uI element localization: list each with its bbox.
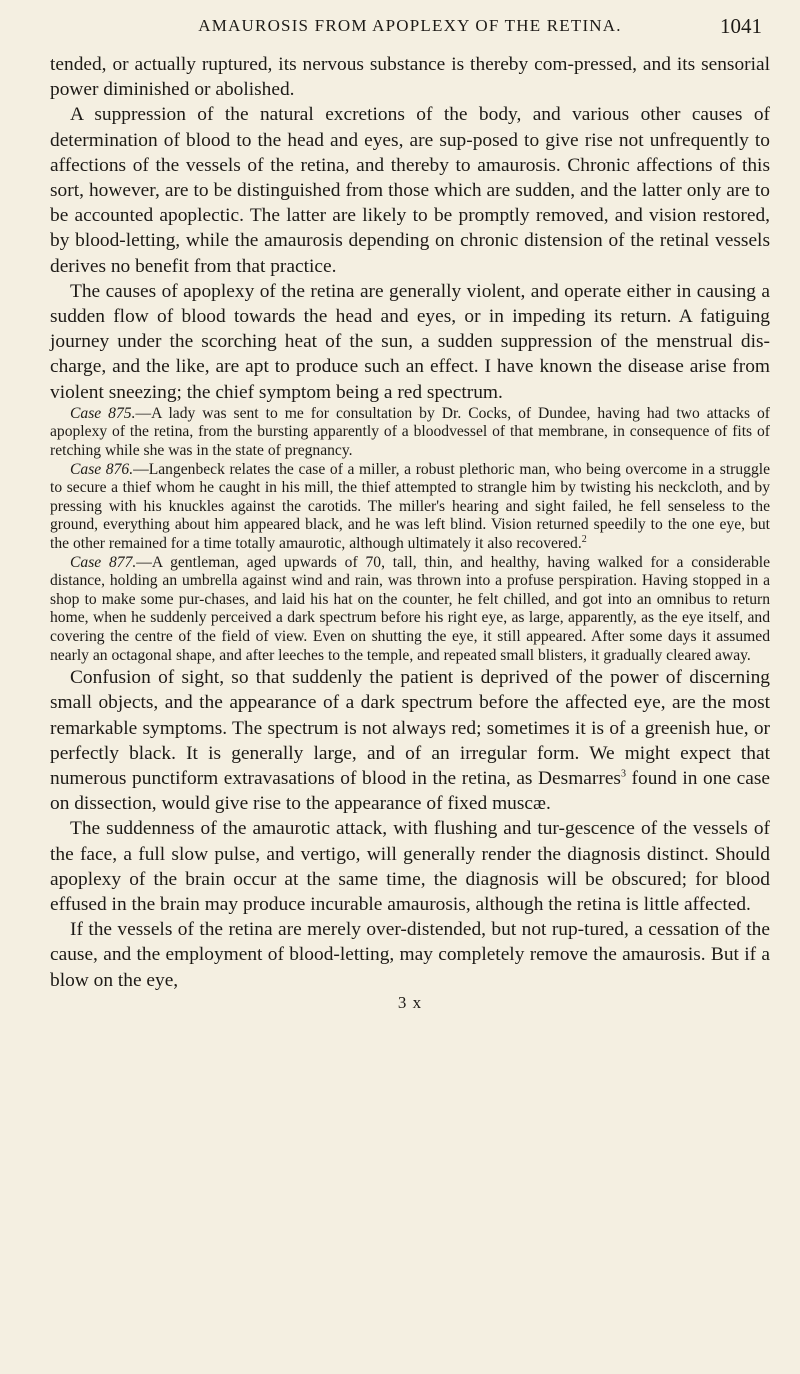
page-header — [50, 14, 770, 42]
case-text: —Langenbeck relates the case of a miller, a robust plethoric man, who being overcome in a struggle to secure a thief whom he caught in his mill, the thief attempted to strangle him by twisting his neckcloth, and by pressing with his knuckles against the carotids. The miller's hearing and sight failed, he fell senseless to the ground, everything about him appeared black, and he was left blind. Vision returned speedily to the one eye, but the other remained for a time totally amaurotic, although ultimately it also recovered. — [50, 460, 770, 552]
footnote-ref: 2 — [581, 533, 587, 545]
case-text: —A gentleman, aged upwards of 70, tall, thin, and healthy, having walked for a considerable distance, holding an umbrella against wind and rain, was thrown into a profuse perspiration. Having stopped in a shop to make some pur-chases, and laid his hat on the counter, he felt chilled, and got into an omnibus to return home, when he suddenly perceived a dark spectrum before his right eye, as large, apparently, as the eye itself, and covering the centre of the field of view. Even on shutting the eye, it still appeared. After some days it assumed nearly an octagonal shape, and after leeches to the temple, and repeated small blisters, it gradually cleared away. — [50, 553, 770, 664]
case-875 — [50, 405, 770, 461]
paragraph: The causes of apoplexy of the retina are generally violent, and operate either in causing a sudden flow of blood towards the head and eyes, or in impeding its return. A fatiguing journey under the scorching heat of the sun, a sudden suppression of the menstrual dis-charge, and the like, are apt to produce such an effect. I have known the disease arise from violent sneezing; the chief symptom being a red spectrum. — [50, 280, 770, 403]
paragraph-text: found in one case on dissection, would give rise to the appearance of fixed muscæ. — [50, 767, 770, 815]
signature-mark: 3 x — [397, 992, 423, 1012]
paragraph: If the vessels of the retina are merely over-distended, but not rup-tured, a cessation of the cause, and the employment of blood-letting, may completely remove the amaurosis. But if a blow on the eye, — [50, 919, 770, 991]
case-label: Case 875. — [70, 404, 136, 422]
paragraph-text: Confusion of sight, so that suddenly the patient is deprived of the power of discerning small objects, and the appearance of a dark spectrum before the affected eye, are the most remarkable symptoms. The spectrum is not always red; sometimes it is of a greenish hue, or perfectly black. It is generally large, and of an irregular form. We might expect that numerous punctiform extravasations of blood in the retina, as Desmarres — [50, 667, 770, 789]
case-label: Case 876. — [70, 460, 134, 478]
paragraph: The suddenness of the amaurotic attack, with flushing and tur-gescence of the vessels of the face, a full slow pulse, and vertigo, will generally render the diagnosis distinct. Should apoplexy of the brain occur at the same time, the diagnosis will be obscured; for blood effused in the brain may produce incurable amaurosis, although the retina is little affected. — [50, 818, 770, 915]
paragraph: A suppression of the natural excretions of the body, and various other causes of determination of blood to the head and eyes, are sup-posed to give rise not unfrequently to affections of the vessels of the retina, and thereby to amaurosis. Chronic affections of this sort, however, are to be distinguished from those which are sudden, and the latter only are to be accounted apoplectic. The latter are likely to be promptly removed, and vision restored, by blood-letting, while the amaurosis depending on chronic distension of the retinal vessels derives no benefit from that practice. — [50, 104, 770, 277]
case-text: —A lady was sent to me for consultation by Dr. Cocks, of Dundee, having had two attacks of apoplexy of the retina, from the bursting apparently of a bloodvessel of that membrane, in consequence of fits of retching while she was in the state of pregnancy. — [50, 404, 770, 460]
page-number: 1041 — [720, 14, 762, 38]
case-877 — [50, 554, 770, 666]
footnote-ref: 3 — [620, 768, 626, 780]
case-876 — [50, 461, 770, 554]
paragraph: tended, or actually ruptured, its nervous substance is thereby com-pressed, and its sensorial power diminished or abolished. — [50, 54, 770, 101]
paragraph — [50, 665, 770, 816]
case-label: Case 877. — [70, 553, 137, 571]
running-head: AMAUROSIS FROM APOPLEXY OF THE RETINA. — [198, 16, 622, 35]
